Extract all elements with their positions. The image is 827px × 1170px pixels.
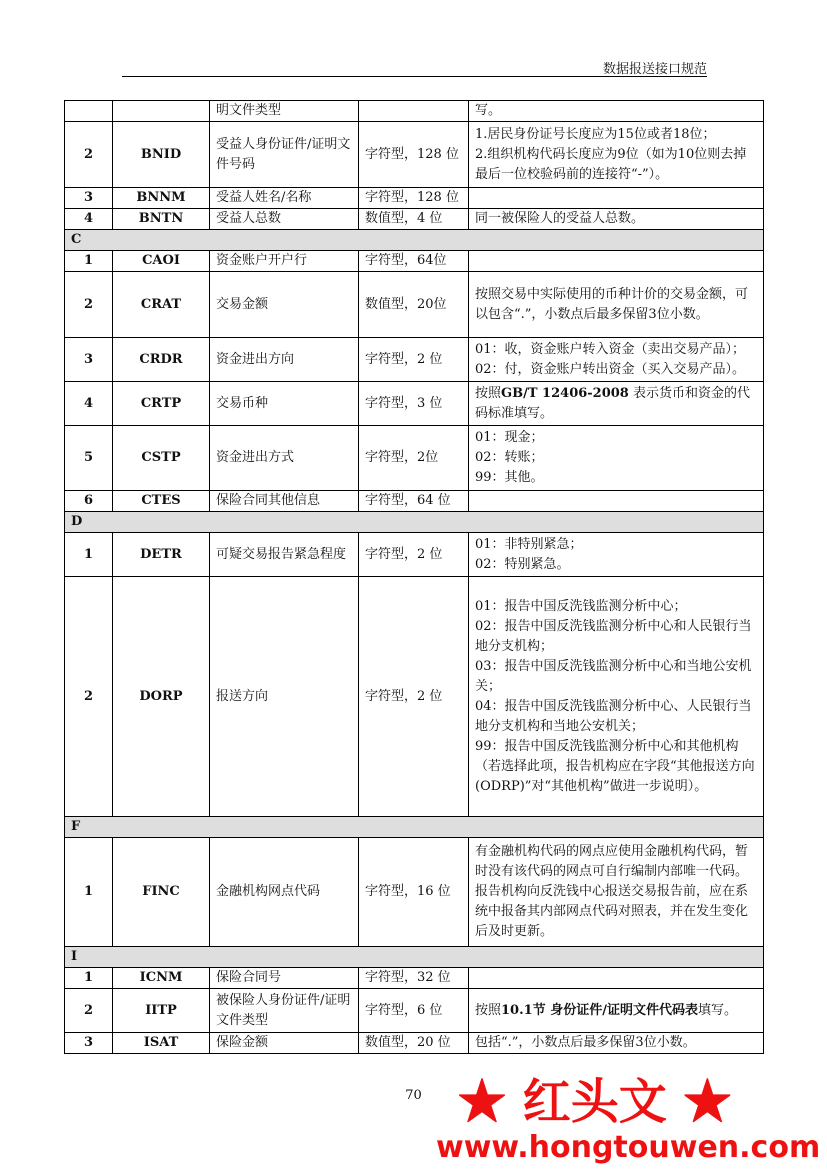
section-header-f <box>65 817 764 838</box>
table-row <box>65 272 764 338</box>
field-description <box>469 533 764 577</box>
field-description: 同一被保险人的受益人总数。 <box>469 209 764 230</box>
field-code: CAOI <box>113 251 210 272</box>
field-type: 字符型，32 位 <box>359 968 469 989</box>
field-description: 包括“.”，小数点后最多保留3位小数。 <box>469 1033 764 1054</box>
section-letter: F <box>65 817 764 838</box>
table-row <box>65 1033 764 1054</box>
section-letter: D <box>65 512 764 533</box>
field-type: 数值型，4 位 <box>359 209 469 230</box>
row-number: 1 <box>65 533 113 577</box>
field-description <box>469 491 764 512</box>
field-code: DETR <box>113 533 210 577</box>
field-name: 受益人总数 <box>210 209 359 230</box>
field-type: 字符型，2 位 <box>359 533 469 577</box>
watermark-brand: ★ 红头文 ★ <box>458 1073 732 1130</box>
description-line: 99：报告中国反洗钱监测分析中心和其他机构（若选择此项，报告机构应在字段“其他报送方向(ODRP)”对“其他机构”做进一步说明）。 <box>475 738 755 794</box>
page-number: 70 <box>405 1088 422 1103</box>
field-name: 金融机构网点代码 <box>210 838 359 947</box>
header-rule <box>122 76 707 77</box>
document-header-title: 数据报送接口规范 <box>602 62 707 77</box>
field-description <box>469 989 764 1033</box>
table-row <box>65 426 764 491</box>
description-line: 01：现金； <box>475 430 544 445</box>
field-name: 保险合同号 <box>210 968 359 989</box>
table-row <box>65 209 764 230</box>
row-number: 3 <box>65 188 113 209</box>
field-name: 交易金额 <box>210 272 359 338</box>
section-reference: 10.1节 身份证件/证明文件代码表 <box>501 1002 698 1018</box>
description-line: 01：收，资金账户转入资金（卖出交易产品）； <box>475 341 746 357</box>
row-number: 3 <box>65 338 113 382</box>
table-row <box>65 338 764 382</box>
row-number: 2 <box>65 989 113 1033</box>
field-description <box>469 251 764 272</box>
field-name: 资金账户开户行 <box>210 251 359 272</box>
row-number: 6 <box>65 491 113 512</box>
field-code: BNID <box>113 122 210 188</box>
field-code: BNTN <box>113 209 210 230</box>
table-row <box>65 968 764 989</box>
field-description: 按照交易中实际使用的币种计价的交易金额，可以包含“.”，小数点后最多保留3位小数。 <box>469 272 764 338</box>
section-header-c <box>65 230 764 251</box>
field-code <box>113 101 210 122</box>
row-number: 2 <box>65 122 113 188</box>
field-type: 字符型，128 位 <box>359 188 469 209</box>
field-code: BNNM <box>113 188 210 209</box>
field-type: 字符型，64 位 <box>359 491 469 512</box>
field-type: 字符型，6 位 <box>359 989 469 1033</box>
field-name: 被保险人身份证件/证明文件类型 <box>210 989 359 1033</box>
field-code: CRAT <box>113 272 210 338</box>
description-text: 填写。 <box>697 1002 737 1018</box>
row-number: 2 <box>65 577 113 817</box>
row-number <box>65 101 113 122</box>
field-name: 受益人姓名/名称 <box>210 188 359 209</box>
field-type: 字符型，64位 <box>359 251 469 272</box>
row-number: 3 <box>65 1033 113 1054</box>
watermark-url: www.hongtouwen.com <box>436 1130 821 1165</box>
field-code: IITP <box>113 989 210 1033</box>
row-number: 1 <box>65 838 113 947</box>
field-type: 数值型，20 位 <box>359 1033 469 1054</box>
section-header-i <box>65 947 764 968</box>
row-number: 4 <box>65 209 113 230</box>
field-description <box>469 188 764 209</box>
field-code: CTES <box>113 491 210 512</box>
description-line: 04：报告中国反洗钱监测分析中心、人民银行当地分支机构和当地公安机关； <box>475 698 752 734</box>
field-name: 资金进出方向 <box>210 338 359 382</box>
field-code: CRDR <box>113 338 210 382</box>
table-row <box>65 101 764 122</box>
field-name: 资金进出方式 <box>210 426 359 491</box>
section-letter: I <box>65 947 764 968</box>
field-type: 字符型，2位 <box>359 426 469 491</box>
field-type: 数值型，20位 <box>359 272 469 338</box>
table-row <box>65 188 764 209</box>
description-line: 03：报告中国反洗钱监测分析中心和当地公安机关； <box>475 658 752 694</box>
field-name: 受益人身份证件/证明文件号码 <box>210 122 359 188</box>
row-number: 1 <box>65 251 113 272</box>
row-number: 5 <box>65 426 113 491</box>
field-description <box>469 968 764 989</box>
field-name: 保险金额 <box>210 1033 359 1054</box>
field-description <box>469 577 764 817</box>
field-type <box>359 101 469 122</box>
table-row <box>65 838 764 947</box>
field-code: CSTP <box>113 426 210 491</box>
description-line: 1.居民身份证号长度应为15位或者18位； <box>475 126 716 142</box>
standard-reference: GB/T 12406-2008 <box>501 385 629 401</box>
description-line: 01：非特别紧急； <box>475 536 583 552</box>
table-row <box>65 251 764 272</box>
field-type: 字符型，2 位 <box>359 338 469 382</box>
field-description: 写。 <box>469 101 764 122</box>
field-name: 可疑交易报告紧急程度 <box>210 533 359 577</box>
description-line: 02：特别紧急。 <box>475 556 570 572</box>
field-type: 字符型，3 位 <box>359 382 469 426</box>
table-row <box>65 491 764 512</box>
field-type: 字符型，16 位 <box>359 838 469 947</box>
field-description: 有金融机构代码的网点应使用金融机构代码，暂时没有该代码的网点可自行编制内部唯一代码。报告机构向反洗钱中心报送交易报告前，应在系统中报备其内部网点代码对照表，并在发生变化后及时更新。 <box>469 838 764 947</box>
field-type: 字符型，2 位 <box>359 577 469 817</box>
table-row <box>65 577 764 817</box>
table-row <box>65 533 764 577</box>
description-text: 按照 <box>475 385 502 401</box>
watermark-logo <box>458 1062 808 1132</box>
description-text: 按照 <box>475 1002 502 1018</box>
description-line: 99：其他。 <box>475 470 544 485</box>
field-code: ISAT <box>113 1033 210 1054</box>
description-line: 02：转账； <box>475 450 544 465</box>
field-name: 明文件类型 <box>210 101 359 122</box>
description-line: 02：报告中国反洗钱监测分析中心和人民银行当地分支机构； <box>475 618 752 654</box>
field-name: 报送方向 <box>210 577 359 817</box>
description-line: 02：付，资金账户转出资金（买入交易产品）。 <box>475 361 746 377</box>
field-type: 字符型，128 位 <box>359 122 469 188</box>
row-number: 1 <box>65 968 113 989</box>
row-number: 4 <box>65 382 113 426</box>
table-row <box>65 122 764 188</box>
section-header-d <box>65 512 764 533</box>
table-row <box>65 989 764 1033</box>
field-name: 保险合同其他信息 <box>210 491 359 512</box>
field-code: ICNM <box>113 968 210 989</box>
row-number: 2 <box>65 272 113 338</box>
field-description <box>469 426 764 491</box>
field-code: DORP <box>113 577 210 817</box>
field-description <box>469 338 764 382</box>
field-name: 交易币种 <box>210 382 359 426</box>
description-line: 01：报告中国反洗钱监测分析中心； <box>475 598 687 614</box>
field-code: FINC <box>113 838 210 947</box>
field-description <box>469 122 764 188</box>
field-code: CRTP <box>113 382 210 426</box>
description-text: 表示货币和资金的代码标准填写。 <box>475 385 750 421</box>
field-spec-table <box>64 100 764 1054</box>
section-letter: C <box>65 230 764 251</box>
table-row <box>65 382 764 426</box>
description-line: 2.组织机构代码长度应为9位（如为10位则去掉最后一位校验码前的连接符“-”）。 <box>475 146 747 182</box>
field-description <box>469 382 764 426</box>
